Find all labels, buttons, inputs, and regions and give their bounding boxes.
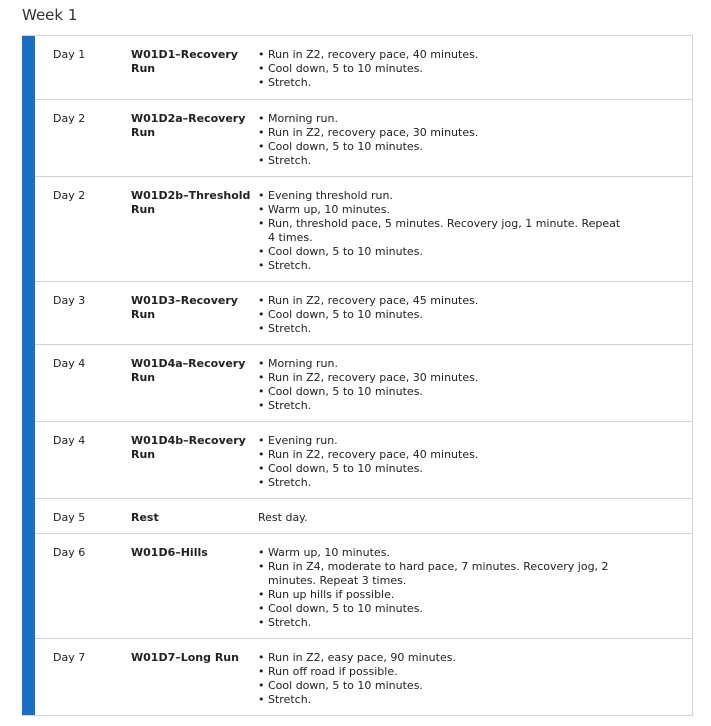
table-row bbox=[35, 345, 692, 422]
workout-step: • Stretch. bbox=[258, 399, 628, 413]
workout-name: W01D1–Recovery Run bbox=[131, 48, 238, 75]
workout-steps bbox=[258, 651, 628, 707]
workout-name: W01D3–Recovery Run bbox=[131, 294, 238, 321]
workout-step: • Cool down, 5 to 10 minutes. bbox=[258, 140, 628, 154]
workout-step: • Cool down, 5 to 10 minutes. bbox=[258, 245, 628, 259]
table-row bbox=[35, 177, 692, 282]
workout-step: • Run in Z4, moderate to hard pace, 7 minutes. Recovery jog, 2 minutes. Repeat 3 times. bbox=[258, 560, 628, 588]
table-row bbox=[35, 499, 692, 534]
workout-step: Rest day. bbox=[258, 511, 308, 524]
workout-step: • Cool down, 5 to 10 minutes. bbox=[258, 308, 628, 322]
accent-bar bbox=[22, 36, 35, 715]
workout-steps bbox=[258, 48, 628, 90]
workout-step: • Warm up, 10 minutes. bbox=[258, 203, 628, 217]
workout-step: • Cool down, 5 to 10 minutes. bbox=[258, 679, 628, 693]
day-label: Day 2 bbox=[53, 112, 86, 125]
workout-step: • Stretch. bbox=[258, 154, 628, 168]
workout-step: • Morning run. bbox=[258, 112, 628, 126]
workout-steps bbox=[258, 357, 628, 413]
workout-step: • Cool down, 5 to 10 minutes. bbox=[258, 385, 628, 399]
plan-rows bbox=[35, 36, 692, 715]
workout-step: • Run in Z2, recovery pace, 40 minutes. bbox=[258, 448, 628, 462]
workout-name: W01D4a–Recovery Run bbox=[131, 357, 246, 384]
workout-name: W01D6–Hills bbox=[131, 546, 208, 559]
workout-step: • Stretch. bbox=[258, 693, 628, 707]
week-title: Week 1 bbox=[22, 6, 78, 24]
workout-steps bbox=[258, 511, 628, 525]
workout-step: • Run, threshold pace, 5 minutes. Recovery jog, 1 minute. Repeat 4 times. bbox=[258, 217, 628, 245]
workout-step: • Run in Z2, recovery pace, 30 minutes. bbox=[258, 371, 628, 385]
workout-steps bbox=[258, 546, 628, 630]
workout-step: • Cool down, 5 to 10 minutes. bbox=[258, 462, 628, 476]
training-plan-table bbox=[22, 35, 693, 716]
workout-step: • Morning run. bbox=[258, 357, 628, 371]
table-row bbox=[35, 422, 692, 499]
workout-step: • Evening run. bbox=[258, 434, 628, 448]
workout-step: • Cool down, 5 to 10 minutes. bbox=[258, 62, 628, 76]
workout-steps bbox=[258, 294, 628, 336]
workout-step: • Run in Z2, easy pace, 90 minutes. bbox=[258, 651, 628, 665]
workout-name: Rest bbox=[131, 511, 159, 524]
workout-step: • Stretch. bbox=[258, 76, 628, 90]
day-label: Day 5 bbox=[53, 511, 86, 524]
workout-step: • Run in Z2, recovery pace, 30 minutes. bbox=[258, 126, 628, 140]
workout-step: • Evening threshold run. bbox=[258, 189, 628, 203]
workout-step: • Warm up, 10 minutes. bbox=[258, 546, 628, 560]
workout-name: W01D7–Long Run bbox=[131, 651, 239, 664]
workout-step: • Cool down, 5 to 10 minutes. bbox=[258, 602, 628, 616]
day-label: Day 7 bbox=[53, 651, 86, 664]
workout-steps bbox=[258, 112, 628, 168]
workout-step: • Stretch. bbox=[258, 259, 628, 273]
workout-steps bbox=[258, 434, 628, 490]
table-row bbox=[35, 534, 692, 639]
workout-name: W01D2b–Threshold Run bbox=[131, 189, 251, 216]
workout-step: • Run in Z2, recovery pace, 45 minutes. bbox=[258, 294, 628, 308]
workout-step: • Run in Z2, recovery pace, 40 minutes. bbox=[258, 48, 628, 62]
workout-step: • Run up hills if possible. bbox=[258, 588, 628, 602]
day-label: Day 6 bbox=[53, 546, 86, 559]
workout-step: • Stretch. bbox=[258, 476, 628, 490]
day-label: Day 4 bbox=[53, 357, 86, 370]
workout-step: • Stretch. bbox=[258, 322, 628, 336]
day-label: Day 4 bbox=[53, 434, 86, 447]
workout-name: W01D4b–Recovery Run bbox=[131, 434, 246, 461]
day-label: Day 2 bbox=[53, 189, 86, 202]
workout-step: • Run off road if possible. bbox=[258, 665, 628, 679]
day-label: Day 3 bbox=[53, 294, 86, 307]
table-row bbox=[35, 36, 692, 100]
table-row bbox=[35, 639, 692, 717]
table-row bbox=[35, 100, 692, 177]
table-row bbox=[35, 282, 692, 345]
workout-steps bbox=[258, 189, 628, 273]
workout-step: • Stretch. bbox=[258, 616, 628, 630]
day-label: Day 1 bbox=[53, 48, 86, 61]
workout-name: W01D2a–Recovery Run bbox=[131, 112, 246, 139]
